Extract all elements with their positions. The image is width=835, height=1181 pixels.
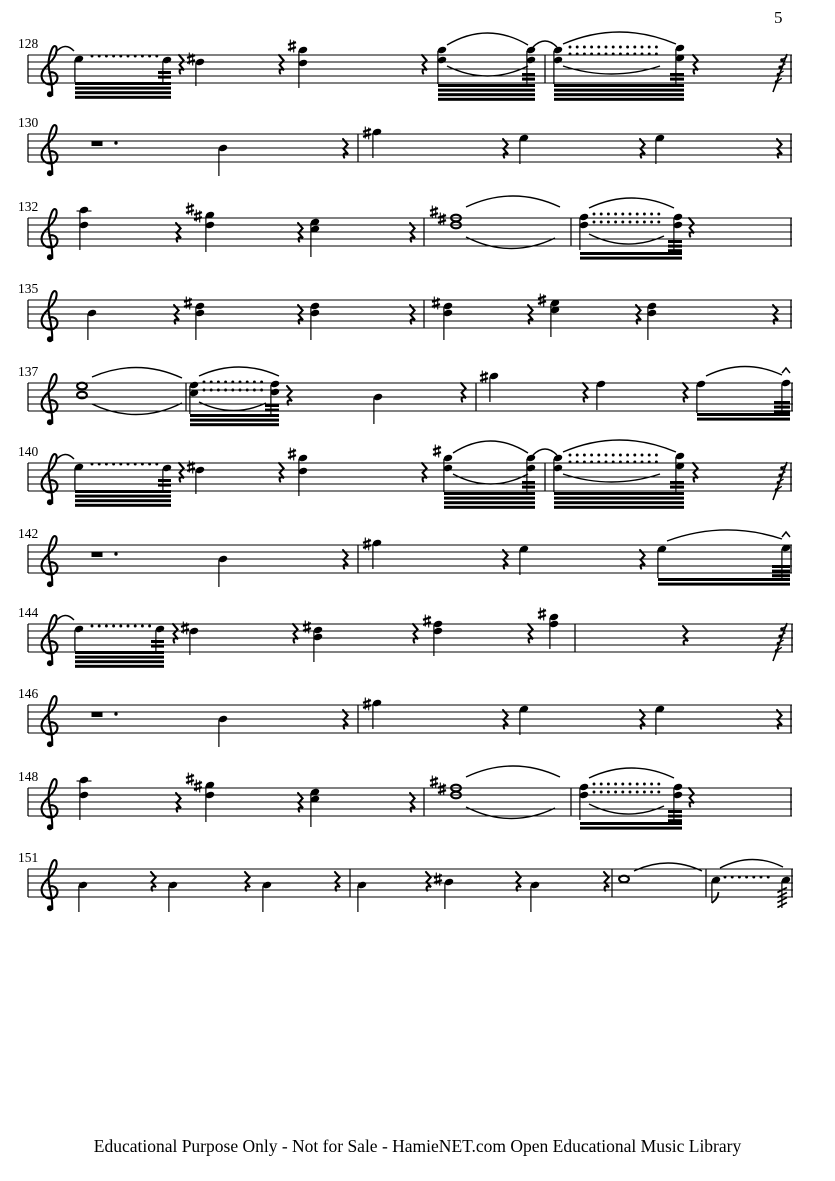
sharp-accidental [194, 780, 202, 793]
beam [151, 640, 164, 648]
note [444, 878, 454, 909]
sharp-accidental [438, 213, 446, 226]
page-number: 5 [774, 8, 783, 27]
note [372, 539, 382, 569]
sharp-accidental [430, 206, 438, 219]
quarter-rest [693, 55, 698, 74]
quarter-rest [413, 624, 418, 643]
chord [310, 788, 320, 827]
note [218, 715, 228, 747]
beam [554, 84, 684, 101]
slur [56, 615, 74, 621]
chord [298, 454, 308, 496]
slur [634, 863, 702, 871]
slur [563, 440, 676, 452]
note [530, 881, 540, 912]
quarter-rest [683, 383, 688, 402]
tremolo-slash-icon [773, 54, 787, 92]
treble-clef-icon [42, 374, 58, 425]
beam [697, 413, 790, 421]
slur [447, 66, 528, 76]
slur [706, 366, 782, 376]
staff-system-142 [18, 526, 792, 587]
note [87, 309, 97, 340]
beam [668, 810, 682, 822]
tremolo-dots [203, 381, 263, 384]
quarter-rest [179, 55, 184, 74]
slur [720, 859, 783, 868]
staff-system-148 [18, 766, 792, 830]
half-rest [92, 552, 103, 557]
sharp-accidental [480, 371, 488, 384]
treble-clef-icon [42, 46, 58, 97]
quarter-rest [689, 788, 694, 807]
treble-clef-icon [42, 209, 58, 260]
sharp-accidental [363, 538, 371, 551]
quarter-rest [426, 872, 431, 891]
quarter-rest [279, 463, 284, 482]
note [218, 555, 228, 587]
beam [580, 822, 682, 830]
note [74, 463, 84, 490]
sharp-accidental [363, 127, 371, 140]
note [195, 58, 205, 86]
measure-number: 142 [18, 526, 39, 541]
whole-note [619, 876, 629, 883]
slur [447, 33, 528, 45]
quarter-rest [604, 872, 609, 891]
measure-number: 146 [18, 686, 39, 701]
note [655, 705, 665, 735]
tie-caret [782, 368, 790, 373]
slur [92, 367, 182, 378]
staff-system-128 [18, 32, 792, 101]
note [596, 380, 606, 410]
tremolo-dots [91, 625, 152, 628]
beam [522, 73, 535, 81]
tremolo-dots [593, 221, 661, 224]
sharp-accidental [184, 297, 192, 310]
measure-number: 137 [18, 364, 39, 379]
staff-system-135 [18, 281, 792, 342]
treble-clef-icon [42, 779, 58, 830]
slur [56, 46, 74, 52]
treble-clef-icon [42, 615, 58, 666]
beam [265, 404, 279, 412]
slur [453, 441, 528, 453]
tremolo-dots [593, 791, 661, 794]
beam [774, 401, 790, 413]
sharp-accidental [186, 203, 194, 216]
slur [92, 403, 182, 415]
treble-clef-icon [42, 536, 58, 587]
quarter-rest [335, 872, 340, 891]
quarter-rest [693, 463, 698, 482]
chord [550, 299, 560, 337]
chord [437, 46, 447, 84]
sharp-accidental [194, 210, 202, 223]
beam [554, 492, 684, 509]
footer-text: Educational Purpose Only - Not for Sale - HamieNET.com Open Educational Music Library [93, 1136, 742, 1156]
sharp-accidental [438, 783, 446, 796]
chord [443, 454, 453, 492]
staff-system-151 [18, 850, 793, 912]
staff-system-140 [18, 440, 792, 509]
note [519, 705, 529, 735]
slur [589, 768, 674, 778]
quarter-rest [461, 383, 466, 402]
chord [310, 218, 320, 257]
note [262, 881, 272, 912]
beam [190, 414, 279, 426]
slur [533, 449, 557, 455]
sharp-accidental [432, 297, 440, 310]
quarter-rest [683, 626, 688, 645]
beam [580, 252, 682, 260]
beam [75, 651, 164, 668]
beam [158, 71, 171, 79]
measure-number: 148 [18, 769, 39, 784]
sharp-accidental [186, 773, 194, 786]
quarter-rest [151, 872, 156, 891]
sharp-accidental [288, 40, 296, 53]
tremolo-dots [593, 783, 661, 786]
staff-system-137 [18, 364, 793, 426]
slur [453, 474, 528, 484]
sharp-accidental [187, 461, 195, 474]
slur [199, 367, 279, 376]
treble-clef-icon [42, 696, 58, 747]
measure-number: 130 [18, 115, 39, 130]
slur [466, 196, 560, 207]
tie-caret [782, 532, 790, 537]
tremolo-note [777, 876, 791, 908]
sharp-accidental [363, 698, 371, 711]
note [189, 627, 199, 655]
measure-number: 128 [18, 36, 39, 51]
slur [466, 766, 560, 777]
quarter-rest [689, 218, 694, 237]
quarter-rest [179, 463, 184, 482]
beam [75, 490, 171, 507]
slur [589, 198, 674, 208]
beam [658, 578, 790, 586]
quarter-rest [279, 55, 284, 74]
quarter-rest [422, 55, 427, 74]
quarter-rest [293, 624, 298, 643]
beam [158, 479, 171, 487]
note [696, 380, 706, 413]
chord [79, 206, 89, 250]
sharp-accidental [187, 53, 195, 66]
note [78, 881, 88, 912]
treble-clef-icon [42, 125, 58, 176]
slur [563, 32, 676, 44]
eighth-note [711, 876, 721, 903]
quarter-rest [173, 624, 178, 643]
note [372, 699, 382, 729]
slur [56, 454, 74, 460]
staff-system-144 [18, 605, 793, 668]
quarter-rest [422, 463, 427, 482]
chord [298, 46, 308, 88]
beam [75, 82, 171, 99]
half-rest [92, 712, 103, 717]
beam [444, 492, 535, 509]
beam [670, 73, 684, 81]
beam [670, 481, 684, 489]
beam [438, 84, 535, 101]
sharp-accidental [288, 448, 296, 461]
quarter-rest [245, 872, 250, 891]
quarter-rest [287, 386, 292, 405]
slur [667, 530, 782, 541]
beam [522, 481, 535, 489]
slur [199, 402, 266, 411]
note [74, 55, 84, 82]
slur [533, 41, 557, 47]
sharp-accidental [303, 621, 311, 634]
note [372, 128, 382, 158]
tremolo-dots [203, 389, 263, 392]
chord [553, 454, 563, 492]
note [655, 134, 665, 164]
staff-system-146 [18, 686, 792, 747]
note [357, 881, 367, 912]
treble-clef-icon [42, 860, 58, 911]
measure-number: 144 [18, 605, 39, 620]
note [168, 881, 178, 912]
half-rest [92, 141, 103, 146]
tremolo-slash-icon [773, 623, 787, 661]
quarter-rest [516, 872, 521, 891]
tremolo-dots [569, 46, 658, 49]
quarter-rest [528, 624, 533, 643]
note [519, 545, 529, 575]
staff-system-130 [18, 115, 792, 176]
staff-system-132 [18, 196, 792, 260]
treble-clef-icon [42, 291, 58, 342]
tremolo-dots [593, 213, 661, 216]
chord [553, 46, 563, 84]
sharp-accidental [430, 776, 438, 789]
whole-note [77, 392, 87, 399]
sharp-accidental [423, 615, 431, 628]
note [218, 144, 228, 176]
beam [772, 565, 790, 577]
measure-number: 135 [18, 281, 39, 296]
sharp-accidental [434, 873, 442, 886]
slur [563, 474, 660, 482]
whole-note [77, 383, 87, 390]
beam [668, 240, 682, 252]
note [519, 134, 529, 164]
quarter-rest [583, 383, 588, 402]
measure-number: 151 [18, 850, 39, 865]
chord [313, 626, 323, 662]
note [373, 393, 383, 424]
tremolo-slash-icon [773, 462, 787, 500]
sharp-accidental [181, 622, 189, 635]
tremolo-dots [569, 454, 658, 457]
measure-number: 132 [18, 199, 39, 214]
chord [79, 776, 89, 820]
slur [563, 66, 660, 74]
measure-number: 140 [18, 444, 39, 459]
treble-clef-icon [42, 454, 58, 505]
sharp-accidental [538, 608, 546, 621]
sharp-accidental [433, 445, 441, 458]
note [195, 466, 205, 494]
